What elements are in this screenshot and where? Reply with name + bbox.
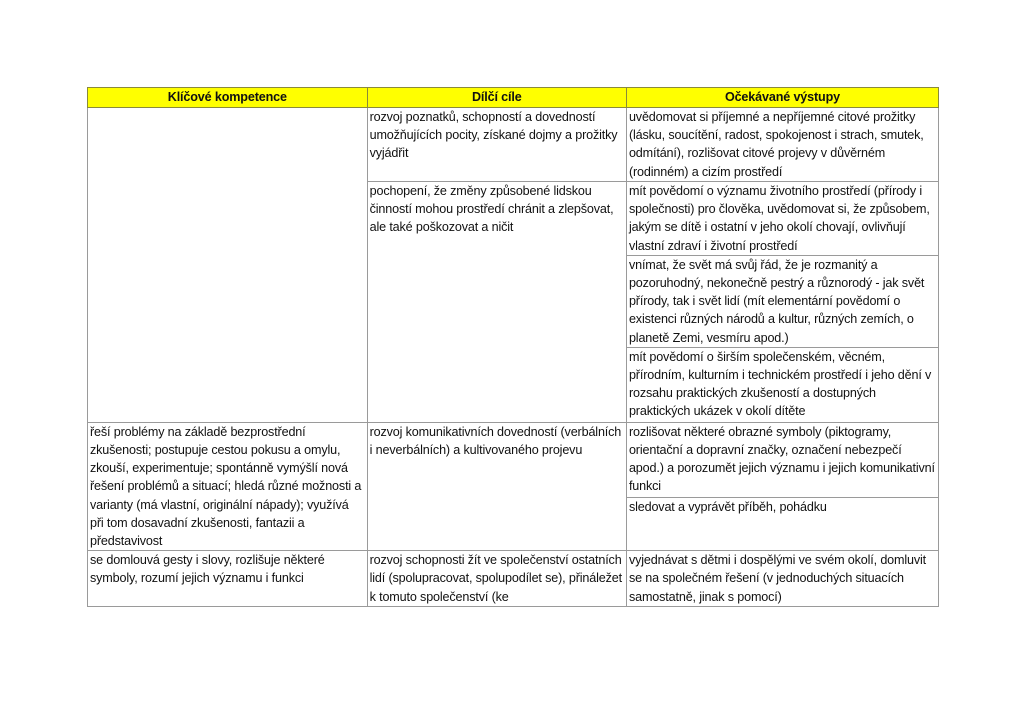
competence-table [87, 87, 939, 607]
header-key-competences: Klíčové kompetence [88, 88, 368, 108]
goal-cell: rozvoj komunikativních dovedností (verbálních i neverbálních) a kultivovaného projevu [367, 422, 626, 550]
table-row [88, 422, 939, 497]
goal-cell: rozvoj poznatků, schopností a dovedností umožňujících pocity, získané dojmy a prožitky vyjádřit [367, 108, 626, 182]
outcome-cell: vnímat, že svět má svůj řád, že je rozmanitý a pozoruhodný, nekonečně pestrý a různorodý - jak svět přírody, tak i svět lidí (mít elementární povědomí o existenci různých národů a kultur, různých zemích, o planetě Zemi, vesmíru apod.) [626, 255, 938, 347]
outcome-cell: mít povědomí o významu životního prostředí (přírody i společnosti) pro člověka, uvědomovat si, že způsobem, jakým se dítě i ostatní v jeho okolí chovají, ovlivňují vlastní zdraví i životní prostředí [626, 182, 938, 256]
table-row [88, 551, 939, 607]
outcome-cell: mít povědomí o širším společenském, věcném, přírodním, kulturním i technickém prostředí i jeho dění v rozsahu praktických zkušeností a dostupných praktických ukázek v okolí dítěte [626, 347, 938, 422]
table-row [88, 108, 939, 182]
competence-cell: řeší problémy na základě bezprostřední zkušenosti; postupuje cestou pokusu a omylu, zkouší, experimentuje; spontánně vymýšlí nová řešení problémů a situací; hledá různé možnosti a varianty (má vlastní, originální nápady); využívá při tom dosavadní zkušenosti, fantazii a představivost [88, 422, 368, 550]
competence-text: se domlouvá gesty i slovy, rozlišuje některé symboly, rozumí jejich významu i funkci [90, 553, 325, 586]
header-row [88, 88, 939, 108]
goal-cell: pochopení, že změny způsobené lidskou činností mohou prostředí chránit a zlepšovat, ale také poškozovat a ničit [367, 182, 626, 423]
outcome-cell: rozlišovat některé obrazné symboly (piktogramy, orientační a dopravní značky, označení nebezpečí apod.) a porozumět jejich významu i jejich komunikativní funkci [626, 422, 938, 497]
header-expected-outcomes: Očekávané výstupy [626, 88, 938, 108]
outcome-cell [626, 551, 938, 607]
outcome-cell: sledovat a vyprávět příběh, pohádku [626, 498, 938, 551]
header-partial-goals: Dílčí cíle [367, 88, 626, 108]
goal-text: rozvoj schopnosti žít ve společenství ostatních lidí (spolupracovat, spolupodílet se), přináležet k tomuto společenství (ke [369, 553, 622, 604]
competence-cell [88, 551, 368, 607]
outcome-cell: uvědomovat si příjemné a nepříjemné citové prožitky (lásku, soucítění, radost, spokojenost i strach, smutek, odmítání), rozlišovat citové projevy v důvěrném (rodinném) a cizím prostředí [626, 108, 938, 182]
competence-cell [88, 108, 368, 423]
outcome-text: vyjednávat s dětmi i dospělými ve svém okolí, domluvit se na společném řešení (v jednoduchých situacích samostatně, jinak s pomocí) [628, 553, 927, 604]
goal-cell [367, 551, 626, 607]
